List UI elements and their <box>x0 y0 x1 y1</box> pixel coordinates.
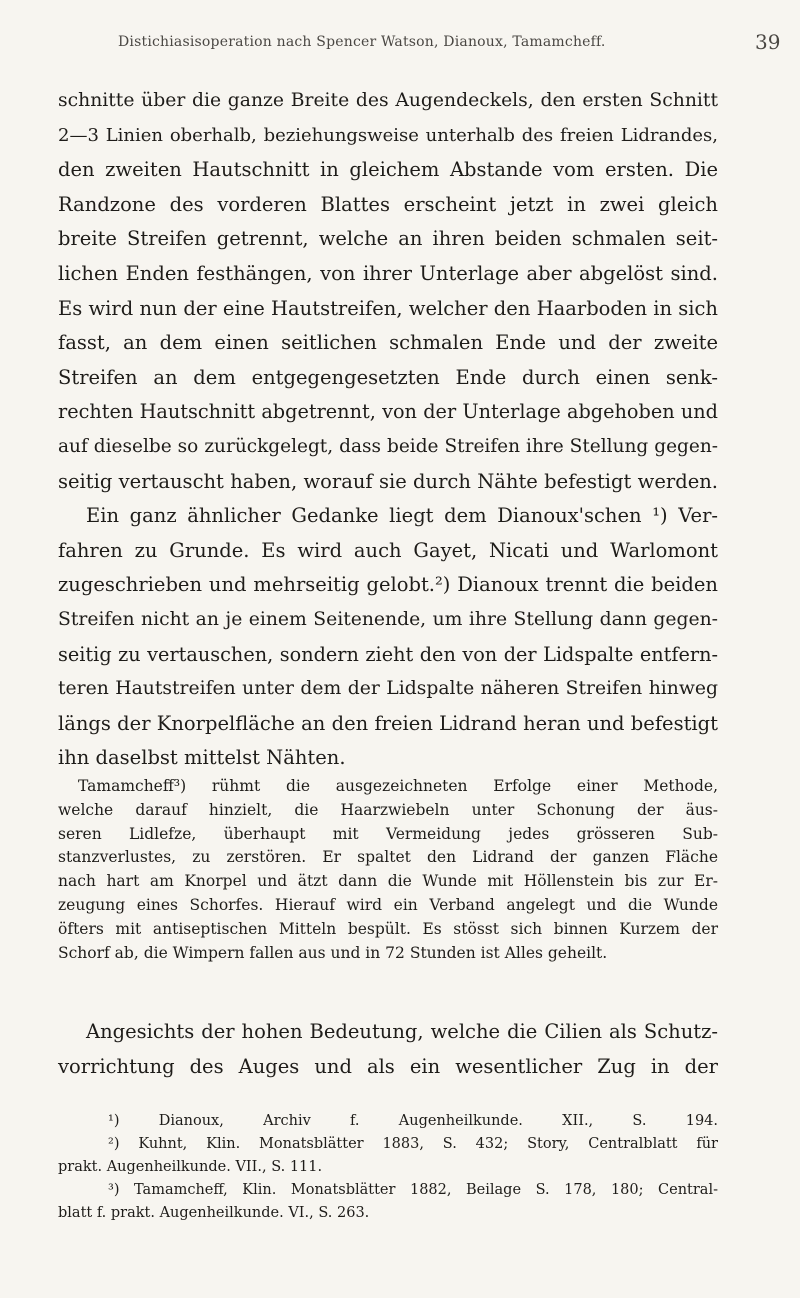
small-print-paragraph <box>58 775 718 965</box>
page-number: 39 <box>755 30 781 54</box>
text-line: Angesichts der hohen Bedeutung, welche die Cilien als Schutz- <box>86 1020 718 1043</box>
small-text-line: stanzverlustes, zu zerstören. Er spaltet den Lidrand der ganzen Fläche <box>58 848 718 867</box>
text-line: teren Hautstreifen unter dem der Lidspalte näheren Streifen hinweg <box>58 678 718 700</box>
text-line: seitig zu vertauschen, sondern zieht den von der Lidspalte entfern- <box>58 642 718 666</box>
text-line: Randzone des vorderen Blattes erscheint jetzt in zwei gleich <box>58 192 718 216</box>
main-paragraph <box>58 84 718 776</box>
text-line: rechten Hautschnitt abgetrennt, von der Unterlage abgehoben und <box>58 400 718 424</box>
text-line: 2—3 Linien oberhalb, beziehungsweise unterhalb des freien Lidrandes, <box>58 124 718 146</box>
running-head: Distichiasisoperation nach Spencer Watson, Dianoux, Tamamcheff. <box>118 34 606 50</box>
small-text-line: zeugung eines Schorfes. Hierauf wird ein Verband angelegt und die Wunde <box>58 895 718 914</box>
text-line: Ein ganz ähnlicher Gedanke liegt dem Dianoux'schen ¹) Ver- <box>86 504 718 528</box>
text-line: ihn daselbst mittelst Nähten. <box>58 746 346 770</box>
small-text-line: seren Lidlefze, überhaupt mit Vermeidung jedes grösseren Sub- <box>58 824 718 843</box>
text-line: fasst, an dem einen seitlichen schmalen Ende und der zweite <box>58 331 718 355</box>
text-line: fahren zu Grunde. Es wird auch Gayet, Nicati und Warlomont <box>58 538 718 562</box>
footnote-line: ³) Tamamcheff, Klin. Monatsblätter 1882, Beilage S. 178, 180; Central- <box>108 1182 718 1198</box>
small-text-line: Schorf ab, die Wimpern fallen aus und in 72 Stunden ist Alles geheilt. <box>58 943 608 962</box>
text-line: breite Streifen getrennt, welche an ihren beiden schmalen seit- <box>58 227 718 251</box>
footnote-line: blatt f. prakt. Augenheilkunde. VI., S. 263. <box>58 1205 370 1221</box>
small-text-line: Tamamcheff³) rühmt die ausgezeichneten Erfolge einer Methode, <box>78 777 718 795</box>
text-line: Es wird nun der eine Hautstreifen, welcher den Haarboden in sich <box>58 296 718 320</box>
text-line: Streifen an dem entgegengesetzten Ende durch einen senk- <box>58 365 718 389</box>
footnote-line: ¹) Dianoux, Archiv f. Augenheilkunde. XII., S. 194. <box>108 1113 718 1129</box>
closing-paragraph <box>58 1015 718 1084</box>
footnote-line: prakt. Augenheilkunde. VII., S. 111. <box>58 1159 323 1175</box>
text-line: zugeschrieben und mehrseitig gelobt.²) Dianoux trennt die beiden <box>58 573 718 597</box>
small-text-line: welche darauf hinzielt, die Haarzwiebeln unter Schonung der äus- <box>58 800 718 819</box>
text-line: schnitte über die ganze Breite des Augendeckels, den ersten Schnitt <box>58 90 718 111</box>
text-line: Streifen nicht an je einem Seitenende, um ihre Stellung dann gegen- <box>58 608 718 630</box>
text-line: lichen Enden festhängen, von ihrer Unterlage aber abgelöst sind. <box>58 261 718 285</box>
footnote-line: ²) Kuhnt, Klin. Monatsblätter 1883, S. 432; Story, Centralblatt für <box>108 1136 718 1152</box>
small-text-line: nach hart am Knorpel und ätzt dann die Wunde mit Höllenstein bis zur Er- <box>58 872 718 891</box>
text-line: den zweiten Hautschnitt in gleichem Abstande vom ersten. Die <box>58 158 718 182</box>
text-line: seitig vertauscht haben, worauf sie durch Nähte befestigt werden. <box>58 469 718 493</box>
text-line: vorrichtung des Auges und als ein wesentlicher Zug in der <box>58 1054 718 1078</box>
small-text-line: öfters mit antiseptischen Mitteln bespült. Es stösst sich binnen Kurzem der <box>58 919 718 938</box>
text-line: längs der Knorpelfläche an den freien Lidrand heran und befestigt <box>58 711 718 735</box>
text-line: auf dieselbe so zurückgelegt, dass beide Streifen ihre Stellung gegen- <box>58 435 718 457</box>
footnotes <box>58 1110 718 1225</box>
